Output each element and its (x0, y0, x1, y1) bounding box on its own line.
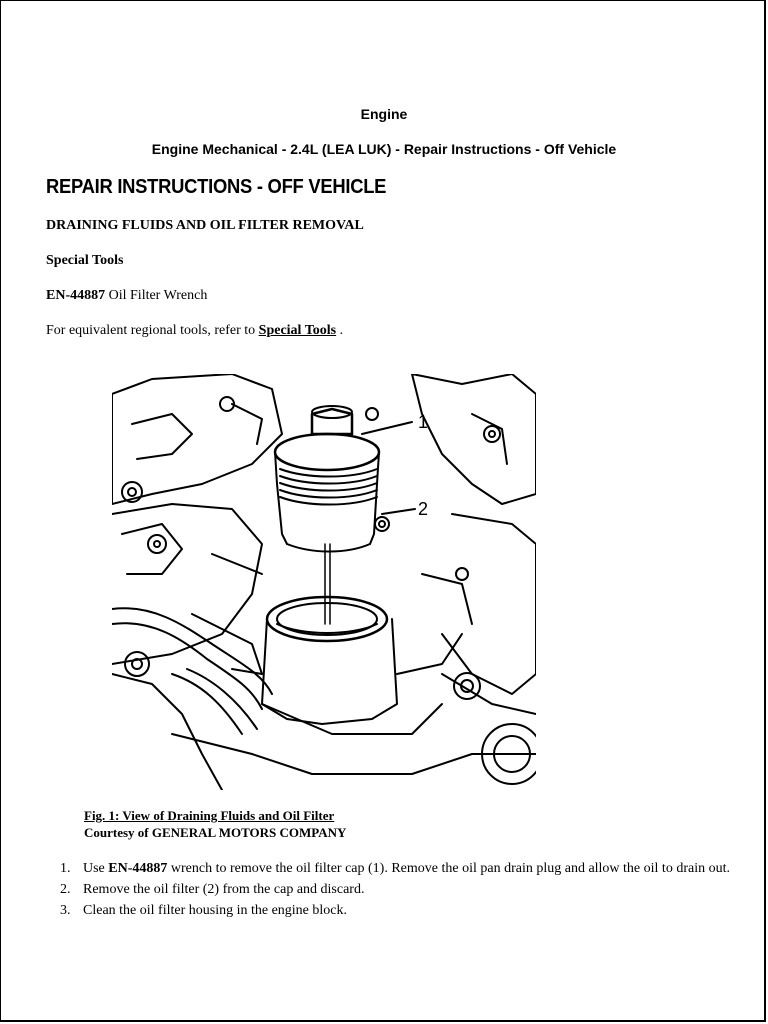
step-number: 1. (60, 861, 71, 876)
instruction-steps (46, 860, 736, 923)
step-text: Clean the oil filter housing in the engine block. (83, 903, 347, 918)
step-tool-code: EN-44887 (108, 861, 168, 876)
refer-prefix: For equivalent regional tools, refer to (46, 323, 259, 338)
list-item (46, 860, 736, 877)
special-tools-heading: Special Tools (46, 253, 124, 268)
engine-oil-filter-figure (112, 374, 536, 790)
special-tools-link[interactable]: Special Tools (258, 323, 337, 338)
step-text: Remove the oil filter (2) from the cap and discard. (83, 882, 365, 897)
page-title: REPAIR INSTRUCTIONS - OFF VEHICLE (46, 176, 387, 198)
figure-credit: Courtesy of GENERAL MOTORS COMPANY (84, 825, 347, 840)
step-number: 3. (60, 903, 71, 918)
refer-suffix: . (336, 323, 344, 338)
list-item (46, 881, 736, 898)
figure-title: Fig. 1: View of Draining Fluids and Oil Filter (84, 808, 335, 823)
list-item (46, 902, 736, 919)
engine-illustration (112, 374, 536, 790)
figure-caption (84, 807, 346, 841)
step-text-pre: Use (83, 861, 109, 876)
step-number: 2. (60, 882, 71, 897)
step-text-post: wrench to remove the oil filter cap (1). Remove the oil pan drain plug and allow the oil to drain out. (167, 861, 730, 876)
tool-name: Oil Filter Wrench (105, 288, 208, 303)
tool-code: EN-44887 (46, 288, 106, 303)
document-category: Engine (360, 106, 408, 122)
document-subtitle: Engine Mechanical - 2.4L (LEA LUK) - Repair Instructions - Off Vehicle (151, 141, 617, 157)
tool-line (46, 288, 207, 304)
refer-line (46, 323, 343, 339)
callout-1: 1 (418, 412, 429, 432)
callout-2: 2 (418, 499, 429, 519)
section-title: DRAINING FLUIDS AND OIL FILTER REMOVAL (46, 218, 364, 233)
